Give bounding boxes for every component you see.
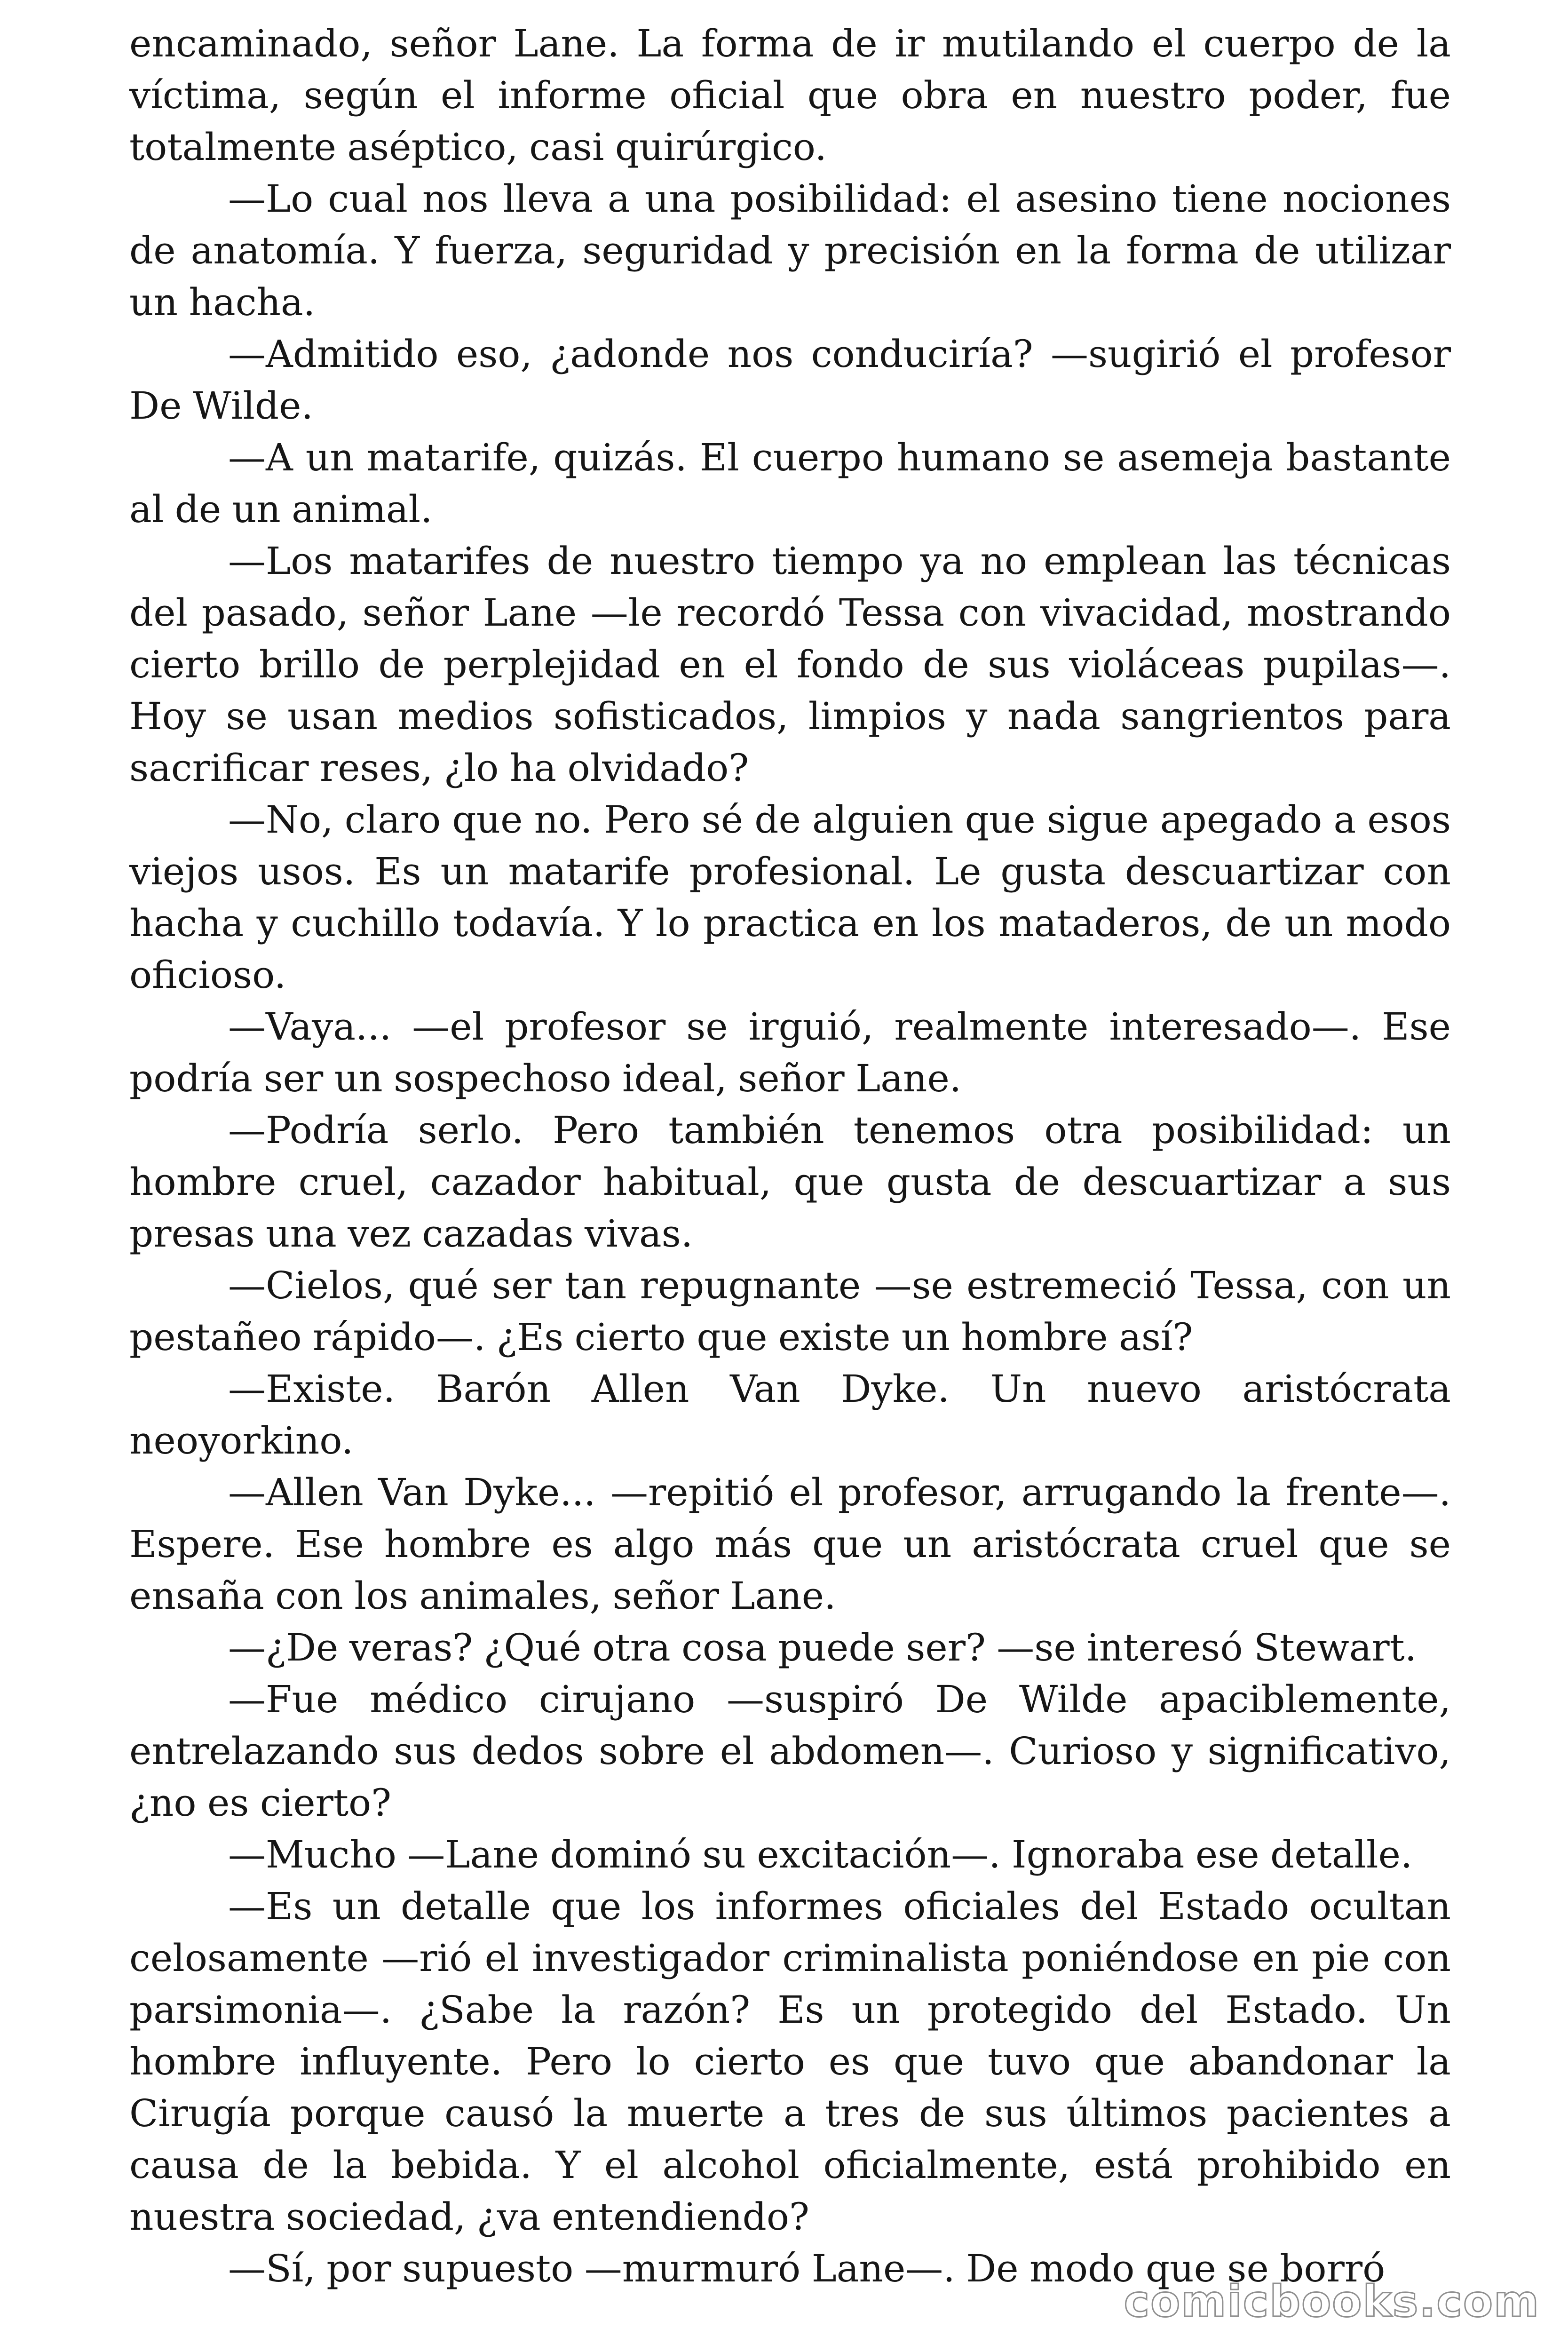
paragraph: —Cielos, qué ser tan repugnante —se estremeció Tessa, con un pestañeo rápido—. ¿Es cierto que existe un hombre así? [129,1263,1451,1359]
text-body [129,18,1451,2295]
paragraph: —¿De veras? ¿Qué otra cosa puede ser? —se interesó Stewart. [228,1626,1417,1669]
paragraph: —Admitido eso, ¿adonde nos conduciría? —sugirió el profesor De Wilde. [129,332,1451,428]
paragraph-continuation: encaminado, señor Lane. La forma de ir mutilando el cuerpo de la víctima, según el informe oficial que obra en nuestro poder, fue totalmente aséptico, casi quirúrgico. [129,22,1451,169]
paragraph: —Mucho —Lane dominó su excitación—. Ignoraba ese detalle. [228,1833,1413,1876]
paragraph: —Lo cual nos lleva a una posibilidad: el asesino tiene nociones de anatomía. Y fuerza, seguridad y precisión en la forma de utilizar un hacha. [129,177,1451,324]
paragraph: —Fue médico cirujano —suspiró De Wilde apaciblemente, entrelazando sus dedos sobre el abdomen—. Curioso y significativo, ¿no es cierto? [129,1677,1451,1825]
paragraph: —A un matarife, quizás. El cuerpo humano se asemeja bastante al de un animal. [129,436,1451,531]
watermark: comicbooks.com [1124,2276,1540,2327]
paragraph: —No, claro que no. Pero sé de alguien que sigue apegado a esos viejos usos. Es un matarife profesional. Le gusta descuartizar con hacha y cuchillo todavía. Y lo practica en los mataderos, de un modo oficioso. [129,798,1451,997]
paragraph: —Vaya... —el profesor se irguió, realmente interesado—. Ese podría ser un sospechoso ideal, señor Lane. [129,1005,1451,1100]
paragraph: —Es un detalle que los informes oficiales del Estado ocultan celosamente —rió el investigador criminalista poniéndose en pie con parsimonia—. ¿Sabe la razón? Es un protegido del Estado. Un hombre influyente. Pero lo cierto es que tuvo que abandonar la Cirugía porque causó la muerte a tres de sus últimos pacientes a causa de la bebida. Y el alcohol oficialmente, está prohibido en nuestra sociedad, ¿va entendiendo? [129,1884,1451,2239]
paragraph-last: —Sí, por supuesto —murmuró Lane—. De modo que se borró [228,2247,1386,2290]
paragraph: —Podría serlo. Pero también tenemos otra posibilidad: un hombre cruel, cazador habitual, que gusta de descuartizar a sus presas una vez cazadas vivas. [129,1108,1451,1255]
paragraph: —Los matarifes de nuestro tiempo ya no emplean las técnicas del pasado, señor Lane —le recordó Tessa con vivacidad, mostrando cierto brillo de perplejidad en el fondo de sus violáceas pupilas—. Hoy se usan medios sofisticados, limpios y nada sangrientos para sacrificar reses, ¿lo ha olvidado? [129,539,1451,790]
paragraph: —Existe. Barón Allen Van Dyke. Un nuevo aristócrata neoyorkino. [129,1367,1451,1462]
paragraph: —Allen Van Dyke... —repitió el profesor, arrugando la frente—. Espere. Ese hombre es algo más que un aristócrata cruel que se ensaña con los animales, señor Lane. [129,1470,1451,1618]
